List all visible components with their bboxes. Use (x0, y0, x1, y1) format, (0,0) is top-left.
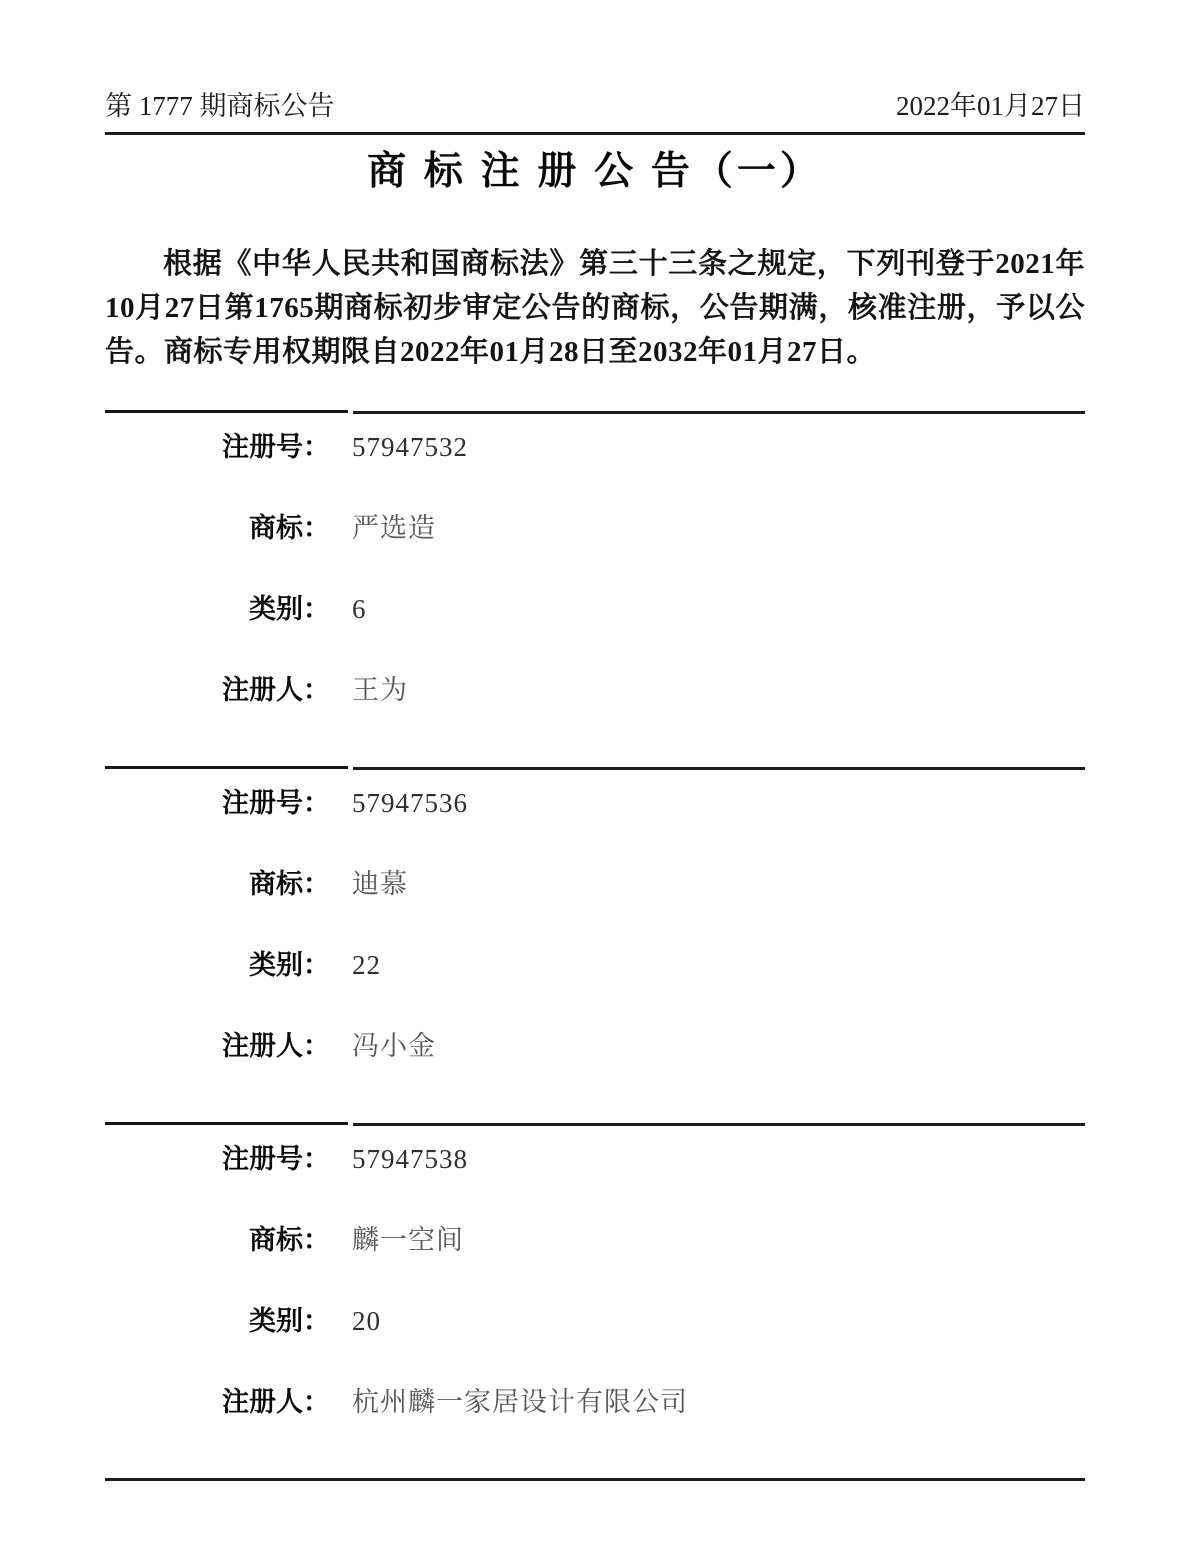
page-header (105, 0, 1085, 122)
field-value-reg-no: 57947532 (352, 432, 468, 462)
field-label-trademark: 商标： (249, 513, 330, 543)
field-value-trademark: 麟一空间 (352, 1225, 464, 1255)
field-label-trademark: 商标： (249, 869, 330, 899)
header-divider (105, 132, 1085, 135)
field-label-reg-no: 注册号： (222, 788, 330, 818)
record-row-reg-no (105, 788, 1085, 819)
field-value-category: 6 (352, 594, 367, 624)
field-label-registrant: 注册人： (222, 1387, 330, 1417)
field-value-registrant: 杭州麟一家居设计有限公司 (352, 1387, 688, 1417)
field-value-category: 22 (352, 950, 381, 980)
separator-line-right (353, 1123, 1085, 1126)
field-label-trademark: 商标： (249, 1225, 330, 1255)
field-value-reg-no: 57947538 (352, 1144, 468, 1174)
trademark-record (105, 1126, 1085, 1478)
record-separator (105, 1122, 1085, 1126)
record-row-category (105, 594, 1085, 625)
separator-line-right (105, 1478, 1085, 1481)
record-row-trademark (105, 1225, 1085, 1256)
record-row-registrant (105, 1387, 1085, 1418)
field-value-registrant: 冯小金 (352, 1031, 436, 1061)
field-value-trademark: 严选造 (352, 513, 436, 543)
record-row-category (105, 950, 1085, 981)
field-value-registrant: 王为 (352, 675, 408, 705)
record-row-category (105, 1306, 1085, 1337)
field-value-category: 20 (352, 1306, 381, 1336)
record-separator (105, 766, 1085, 770)
field-label-reg-no: 注册号： (222, 432, 330, 462)
record-row-trademark (105, 869, 1085, 900)
separator-line-right (353, 411, 1085, 414)
separator-line-left (105, 1122, 348, 1125)
publication-date: 2022年01月27日 (896, 91, 1085, 121)
record-separator (105, 410, 1085, 414)
separator-line-right (353, 767, 1085, 770)
trademark-record (105, 770, 1085, 1122)
record-row-trademark (105, 513, 1085, 544)
record-row-reg-no (105, 432, 1085, 463)
page-title: 商 标 注 册 公 告（一） (367, 150, 823, 193)
intro-paragraph: 根据《中华人民共和国商标法》第三十三条之规定，下列刊登于2021年10月27日第1765期商标初步审定公告的商标，公告期满，核准注册，予以公告。商标专用权期限自2022年01月28日至2032年01月27日。 (105, 248, 1085, 368)
field-label-category: 类别： (249, 950, 330, 980)
field-label-reg-no: 注册号： (222, 1144, 330, 1174)
separator-line-left (105, 410, 348, 413)
field-label-category: 类别： (249, 1306, 330, 1336)
record-row-registrant (105, 675, 1085, 706)
field-value-reg-no: 57947536 (352, 788, 468, 818)
record-list (105, 410, 1085, 1482)
field-value-trademark: 迪慕 (352, 869, 408, 899)
record-separator-bottom (105, 1478, 1085, 1482)
separator-line-left (105, 766, 348, 769)
field-label-registrant: 注册人： (222, 675, 330, 705)
gazette-issue-number: 第 1777 期商标公告 (105, 91, 335, 121)
record-row-registrant (105, 1031, 1085, 1062)
record-row-reg-no (105, 1144, 1085, 1175)
trademark-record (105, 414, 1085, 766)
field-label-registrant: 注册人： (222, 1031, 330, 1061)
field-label-category: 类别： (249, 594, 330, 624)
